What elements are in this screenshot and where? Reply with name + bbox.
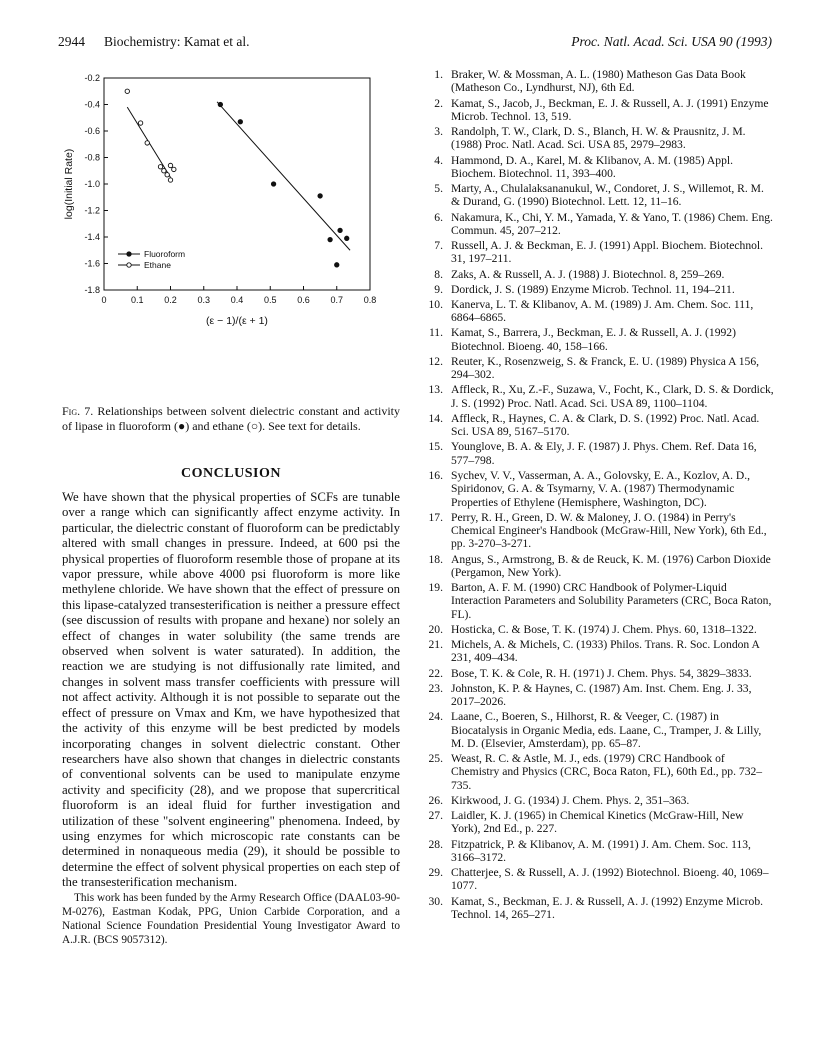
reference-list <box>425 68 775 923</box>
reference-text: Marty, A., Chulalaksananukul, W., Condoret, J. S., Willemot, R. M. & Durand, G. (1990) Biotechnol. Lett. 12, 11–16. <box>451 182 764 209</box>
fluoroform-point <box>345 236 349 240</box>
x-tick-label: 0.6 <box>297 295 310 305</box>
reference-item <box>425 97 775 124</box>
reference-number: 2. <box>434 96 443 110</box>
figure-caption <box>62 404 400 434</box>
reference-text: Dordick, J. S. (1989) Enzyme Microb. Technol. 11, 194–211. <box>451 282 735 296</box>
y-axis-label: log(Initial Rate) <box>63 148 75 220</box>
legend-label: Ethane <box>144 260 171 270</box>
reference-text: Weast, R. C. & Astle, M. J., eds. (1979) CRC Handbook of Chemistry and Physics (CRC, Boca Raton, FL), 60th Ed., pp. 732–735. <box>451 752 763 792</box>
reference-number: 24. <box>428 710 443 724</box>
x-tick-label: 0.8 <box>363 295 377 305</box>
reference-text: Affleck, R., Haynes, C. A. & Clark, D. S. (1992) Proc. Natl. Acad. Sci. USA 89, 5167–5170. <box>451 411 760 439</box>
reference-item <box>425 581 775 621</box>
ethane-point <box>162 169 166 173</box>
reference-text: Johnston, K. P. & Haynes, C. (1987) Am. Inst. Chem. Eng. J. 33, 2017–2026. <box>451 681 752 708</box>
ethane-point <box>172 167 176 171</box>
reference-text: Sychev, V. V., Vasserman, A. A., Golovsky, E. A., Kozlov, A. D., Spiridonov, G. A. & Tsymarny, V. A. (1987) Thermodynamic Properties of Ethylene (Hemisphere, Washington, DC). <box>451 468 751 509</box>
reference-text: Hosticka, C. & Bose, T. K. (1974) J. Chem. Phys. 60, 1318–1322. <box>451 622 757 636</box>
fluoroform-point <box>338 228 342 232</box>
y-tick-label: -0.8 <box>84 152 100 163</box>
ethane-point <box>145 141 149 145</box>
ethane-point <box>165 173 169 177</box>
journal-section: Biochemistry: Kamat et al. <box>104 34 250 49</box>
reference-item <box>425 469 775 509</box>
reference-item <box>425 809 775 836</box>
figure-caption-text: Relationships between solvent dielectric constant and activity of lipase in fluoroform (●) and ethane (○). See text for details. <box>62 404 400 433</box>
reference-item <box>425 154 775 181</box>
y-tick-label: -1.0 <box>84 179 100 189</box>
reference-text: Randolph, T. W., Clark, D. S., Blanch, H. W. & Prausnitz, J. M. (1988) Proc. Natl. Acad. Sci. USA 85, 2979–2983. <box>451 125 746 152</box>
reference-number: 3. <box>434 125 443 138</box>
reference-number: 10. <box>428 297 443 311</box>
reference-item <box>425 682 775 709</box>
reference-text: Michels, A. & Michels, C. (1933) Philos. Trans. R. Soc. London A 231, 409–434. <box>451 638 760 665</box>
x-tick-label: 0.3 <box>197 295 211 305</box>
reference-text: Kanerva, L. T. & Klibanov, A. M. (1989) J. Am. Chem. Soc. 111, 6864–6865. <box>451 297 754 325</box>
fluoroform-fit-line <box>217 102 350 250</box>
page-number: 2944 <box>58 34 85 49</box>
reference-item <box>425 895 775 922</box>
x-axis-label: (ε − 1)/(ε + 1) <box>206 315 268 327</box>
reference-text: Laidler, K. J. (1965) in Chemical Kinetics (McGraw-Hill, New York), 2nd Ed., p. 227. <box>451 809 744 836</box>
reference-text: Kamat, S., Beckman, E. J. & Russell, A. J. (1992) Enzyme Microb. Technol. 14, 265–271. <box>451 894 764 921</box>
reference-text: Chatterjee, S. & Russell, A. J. (1992) Biotechnol. Bioeng. 40, 1069–1077. <box>451 866 769 893</box>
x-tick-label: 0.4 <box>230 295 244 305</box>
reference-text: Bose, T. K. & Cole, R. H. (1971) J. Chem. Phys. 54, 3829–3833. <box>451 666 752 680</box>
reference-text: Kamat, S., Barrera, J., Beckman, E. J. & Russell, A. J. (1992) Biotechnol. Bioeng. 40, 158–166. <box>451 326 736 353</box>
reference-item <box>425 553 775 580</box>
reference-item <box>425 268 775 281</box>
reference-number: 13. <box>428 383 443 397</box>
fluoroform-point <box>271 182 275 186</box>
reference-number: 22. <box>428 666 443 680</box>
funding-acknowledgment: This work has been funded by the Army Research Office (DAAL03-90-M-0276), Eastman Kodak, PPG, Union Carbide Corporation, and a National Science Foundation Presidential Young Investigator Award to A.J.R. (BCS 9057312). <box>62 892 400 946</box>
reference-item <box>425 511 775 551</box>
reference-item <box>425 440 775 467</box>
reference-number: 12. <box>428 354 443 368</box>
section-title: CONCLUSION <box>181 466 281 481</box>
reference-number: 1. <box>434 68 443 81</box>
reference-number: 28. <box>428 837 443 851</box>
reference-text: Zaks, A. & Russell, A. J. (1988) J. Biotechnol. 8, 259–269. <box>451 267 725 281</box>
x-tick-label: 0.5 <box>263 295 277 305</box>
reference-number: 25. <box>428 752 443 765</box>
reference-number: 16. <box>428 468 443 482</box>
reference-number: 30. <box>428 894 443 908</box>
y-tick-label: -1.8 <box>84 285 100 295</box>
reference-item <box>425 752 775 792</box>
reference-text: Reuter, K., Rosenzweig, S. & Franck, E. U. (1989) Physica A 156, 294–302. <box>451 354 760 382</box>
reference-item <box>425 326 775 353</box>
reference-item <box>425 838 775 865</box>
fluoroform-point <box>335 263 339 267</box>
legend-marker <box>127 263 131 267</box>
reference-item <box>425 211 775 238</box>
reference-item <box>425 283 775 296</box>
reference-text: Braker, W. & Mossman, A. L. (1980) Matheson Gas Data Book (Matheson Co., Lyndhurst, NJ), 6th Ed. <box>451 68 746 95</box>
reference-number: 7. <box>434 239 443 252</box>
reference-number: 17. <box>428 510 443 524</box>
reference-number: 29. <box>428 866 443 879</box>
reference-text: Younglove, B. A. & Ely, J. F. (1987) J. Phys. Chem. Ref. Data 16, 577–798. <box>451 440 757 467</box>
reference-number: 15. <box>428 440 443 454</box>
reference-item <box>425 710 775 750</box>
reference-text: Kirkwood, J. G. (1934) J. Chem. Phys. 2, 351–363. <box>451 793 690 807</box>
reference-item <box>425 383 775 410</box>
ethane-point <box>125 89 129 93</box>
reference-item <box>425 68 775 95</box>
y-tick-label: -1.4 <box>84 232 100 242</box>
fluoroform-point <box>238 120 242 124</box>
x-tick-label: 0.1 <box>130 295 144 305</box>
reference-number: 23. <box>428 681 443 695</box>
legend-label: Fluoroform <box>144 249 186 259</box>
reference-number: 6. <box>434 210 443 224</box>
reference-number: 20. <box>428 622 443 636</box>
reference-text: Nakamura, K., Chi, Y. M., Yamada, Y. & Yano, T. (1986) Chem. Eng. Commun. 45, 207–212. <box>451 210 773 237</box>
x-tick-label: 0.7 <box>330 295 344 305</box>
reference-text: Laane, C., Boeren, S., Hilhorst, R. & Veeger, C. (1987) in Biocatalysis in Organic Media, eds. Laane, C., Tramper, J. & Lilly, M. D. (Elsevier, Amsterdam), pp. 65–87. <box>451 710 762 750</box>
conclusion-paragraph: We have shown that the physical properties of SCFs are tunable over a range which can significantly affect enzyme activity. In particular, the dielectric constant of fluoroform can be predictably altered with small changes in pressure. Indeed, at 600 psi the physical properties of fluoroform resemble those of propane at its vapor pressure, while above 4000 psi fluoroform is more like methylene chloride. We have shown that the effect of pressure on this lipase-catalyzed transesterification is neither a pressure effect (see discussion of results with propane and hexane) nor solely an effect of changes in water solubility (the same trends are observed when solvent is water saturated). In addition, the reaction we are studying is not diffusionally rate limited, and changes in solvent mass transfer coefficients with pressure will not affect activity. Although it is not possible to separate out the effect of pressure on Vmax and Km, we have hypothesized that the activity of this enzyme will be best predicted by models incorporating changes in solvent dielectric constant. Other researchers have also shown that changes in dielectric constants of conventional solvents can be used to manipulate enzyme activity and specificity (28), and we propose that supercritical fluoroform is an ideal fluid for further investigation and utilization of these "solvent engineering" phenomena. Indeed, by using enzymes for which microscopic rate constants can be determined in nonaqueous media (29), it should be possible to determine the effect of solvent physical properties on each step of the transesterification mechanism. <box>62 490 400 890</box>
y-tick-label: -0.6 <box>84 126 100 136</box>
reference-text: Affleck, R., Xu, Z.-F., Suzawa, V., Focht, K., Clark, D. S. & Dordick, J. S. (1992) Proc. Natl. Acad. Sci. USA 89, 1100–1104. <box>451 383 774 410</box>
reference-number: 19. <box>428 581 443 594</box>
reference-item <box>425 412 775 439</box>
reference-number: 27. <box>428 809 443 822</box>
x-tick-label: 0.2 <box>164 295 177 305</box>
fluoroform-point <box>218 102 222 106</box>
reference-text: Perry, R. H., Green, D. W. & Maloney, J. O. (1984) in Perry's Chemical Engineer's Handbook (McGraw-Hill, New York), 6th Ed., pp. 3-270–3-271. <box>451 510 767 551</box>
ethane-point <box>168 178 172 182</box>
reference-item <box>425 638 775 665</box>
journal-name: Proc. Natl. Acad. Sci. USA 90 (1993) <box>571 34 772 49</box>
reference-text: Russell, A. J. & Beckman, E. J. (1991) Appl. Biochem. Biotechnol. 31, 197–211. <box>451 239 764 266</box>
y-tick-label: -1.6 <box>84 258 100 269</box>
reference-item <box>425 667 775 680</box>
reference-number: 9. <box>434 282 443 296</box>
reference-number: 18. <box>428 552 443 566</box>
reference-item <box>425 355 775 382</box>
fluoroform-point <box>318 194 322 198</box>
ethane-point <box>138 121 142 125</box>
reference-item <box>425 182 775 209</box>
reference-item <box>425 125 775 152</box>
running-header <box>58 34 772 52</box>
reference-item <box>425 239 775 266</box>
legend-marker <box>127 252 131 256</box>
y-tick-label: -0.4 <box>84 99 100 110</box>
reference-item <box>425 298 775 325</box>
reference-number: 14. <box>428 411 443 425</box>
reference-number: 21. <box>428 638 443 651</box>
reference-text: Kamat, S., Jacob, J., Beckman, E. J. & Russell, A. J. (1991) Enzyme Microb. Technol. 13, 519. <box>451 96 769 123</box>
reference-item <box>425 794 775 807</box>
reference-number: 5. <box>434 182 443 195</box>
fluoroform-point <box>328 237 332 241</box>
ethane-point <box>158 165 162 169</box>
reference-text: Angus, S., Armstrong, B. & de Reuck, K. M. (1976) Carbon Dioxide (Pergamon, New York). <box>451 552 771 579</box>
reference-number: 8. <box>434 267 443 281</box>
reference-number: 4. <box>434 153 443 167</box>
reference-text: Fitzpatrick, P. & Klibanov, A. M. (1991) J. Am. Chem. Soc. 113, 3166–3172. <box>451 837 751 864</box>
reference-item <box>425 623 775 636</box>
y-tick-label: -0.2 <box>84 73 100 83</box>
figure-label: Fig. 7. <box>62 404 94 418</box>
reference-number: 26. <box>428 793 443 807</box>
reference-number: 11. <box>428 326 443 340</box>
x-tick-label: 0 <box>101 295 107 305</box>
reference-item <box>425 866 775 893</box>
reference-text: Hammond, D. A., Karel, M. & Klibanov, A. M. (1985) Appl. Biochem. Biotechnol. 11, 393–400. <box>451 153 733 180</box>
reference-text: Barton, A. F. M. (1990) CRC Handbook of Polymer-Liquid Interaction Parameters and Solubility Parameters (CRC, Boca Raton, FL). <box>451 581 772 621</box>
ethane-point <box>168 163 172 167</box>
y-tick-label: -1.2 <box>84 205 100 216</box>
figure-7-chart <box>58 66 398 342</box>
